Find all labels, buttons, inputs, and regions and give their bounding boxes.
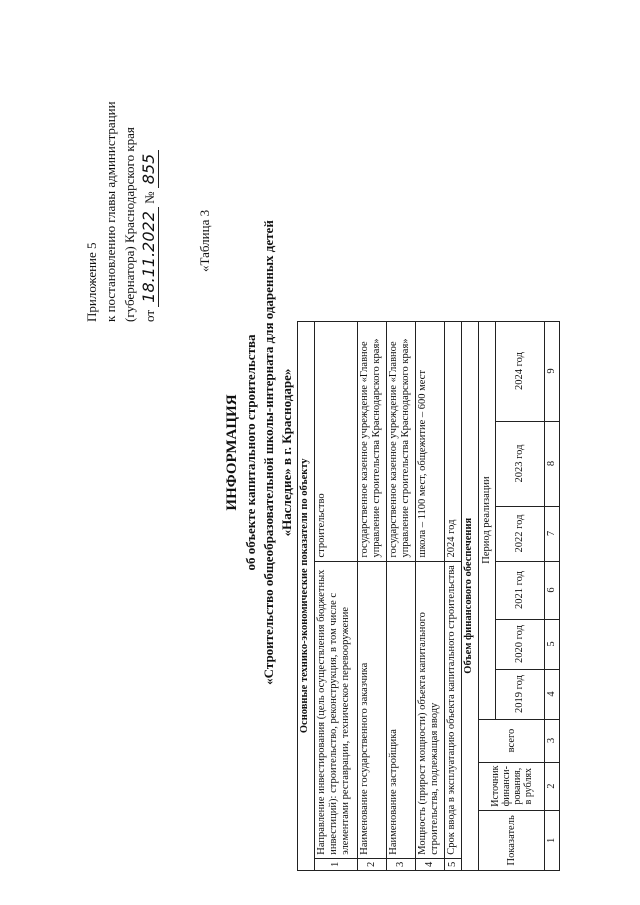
indicator-label: Срок ввода в эксплуатацию объекта капитального строительства [445, 561, 462, 858]
col-year: 2023 год [496, 421, 545, 506]
col-number: 1 [545, 810, 560, 870]
appendix-title: Приложение 5 [84, 242, 99, 322]
appendix-date-line [139, 101, 159, 322]
info-title: ИНФОРМАЦИЯ [224, 394, 240, 511]
indicator-label: Наименование государственного заказчика [358, 561, 387, 858]
col-year: 2020 год [496, 619, 545, 669]
indicator-value: 2024 год [445, 321, 462, 561]
indicator-label: Мощность (прирост мощности) объекта капитального строительства, подлежащая вводу [416, 561, 445, 858]
indicator-num: 5 [445, 858, 462, 870]
handwritten-date: 18.11.2022 [139, 207, 159, 307]
finance-columns-row [479, 321, 496, 870]
finance-header: Объем финансового обеспечения [462, 321, 479, 870]
col-year: 2024 год [496, 321, 545, 421]
info-table-wrap [297, 321, 560, 871]
col-number: 8 [545, 421, 560, 506]
appendix-resolution: к постановлению главы администрации [103, 101, 118, 322]
info-subtitle-project: «Строительство общеобразовательной школы-интерната для одаренных детей [261, 220, 276, 685]
col-number: 7 [545, 506, 560, 561]
col-number: 2 [545, 762, 560, 810]
appendix-number-label: № [142, 191, 157, 204]
appendix-block [82, 101, 159, 322]
indicator-row [416, 321, 445, 870]
indicators-header-row [298, 321, 315, 870]
col-total-header: всего [479, 719, 545, 762]
info-subtitle-location: «Наследие» в г. Краснодаре» [279, 368, 294, 537]
indicator-value: школа – 1100 мест, общежитие – 600 мест [416, 321, 445, 561]
indicator-row [315, 321, 358, 870]
indicator-value: государственное казенное учреждение «Главное управление строительства Краснодарского края» [358, 321, 387, 561]
col-number: 9 [545, 321, 560, 421]
col-year: 2019 год [496, 669, 545, 719]
indicator-label: Наименование застройщика [387, 561, 416, 858]
col-number: 6 [545, 561, 560, 619]
col-indicator-header: Показатель [479, 810, 545, 870]
indicators-header: Основные технико-экономические показатели по объекту [298, 321, 315, 870]
info-table [297, 321, 560, 871]
appendix-authority: (губернатора) Краснодарского края [122, 127, 137, 322]
col-year: 2021 год [496, 561, 545, 619]
col-number: 3 [545, 719, 560, 762]
col-number: 5 [545, 619, 560, 669]
indicator-num: 4 [416, 858, 445, 870]
handwritten-number: 855 [139, 150, 159, 189]
finance-column-numbers-row [545, 321, 560, 870]
indicator-row [445, 321, 462, 870]
indicator-num: 3 [387, 858, 416, 870]
col-year: 2022 год [496, 506, 545, 561]
indicator-row [387, 321, 416, 870]
appendix-date-prefix: от [142, 309, 157, 322]
col-source-header: Источник финанси-рования, в рублях [479, 762, 545, 810]
table-label: «Таблица 3 [197, 209, 212, 272]
indicator-value: строительство [315, 321, 358, 561]
indicator-row [358, 321, 387, 870]
info-subtitle-object: об объекте капитального строительства [243, 334, 258, 571]
indicator-num: 2 [358, 858, 387, 870]
finance-header-row [462, 321, 479, 870]
col-number: 4 [545, 669, 560, 719]
indicator-value: государственное казенное учреждение «Главное управление строительства Краснодарского края» [387, 321, 416, 561]
col-period-header: Период реализации [479, 321, 496, 719]
indicator-num: 1 [315, 858, 358, 870]
indicator-label: Направление инвестирования (цель осуществления бюджетных инвестиций): строительство, реконструкция, в том числе с элементами реставрации, техническое перевооружение [315, 561, 358, 858]
